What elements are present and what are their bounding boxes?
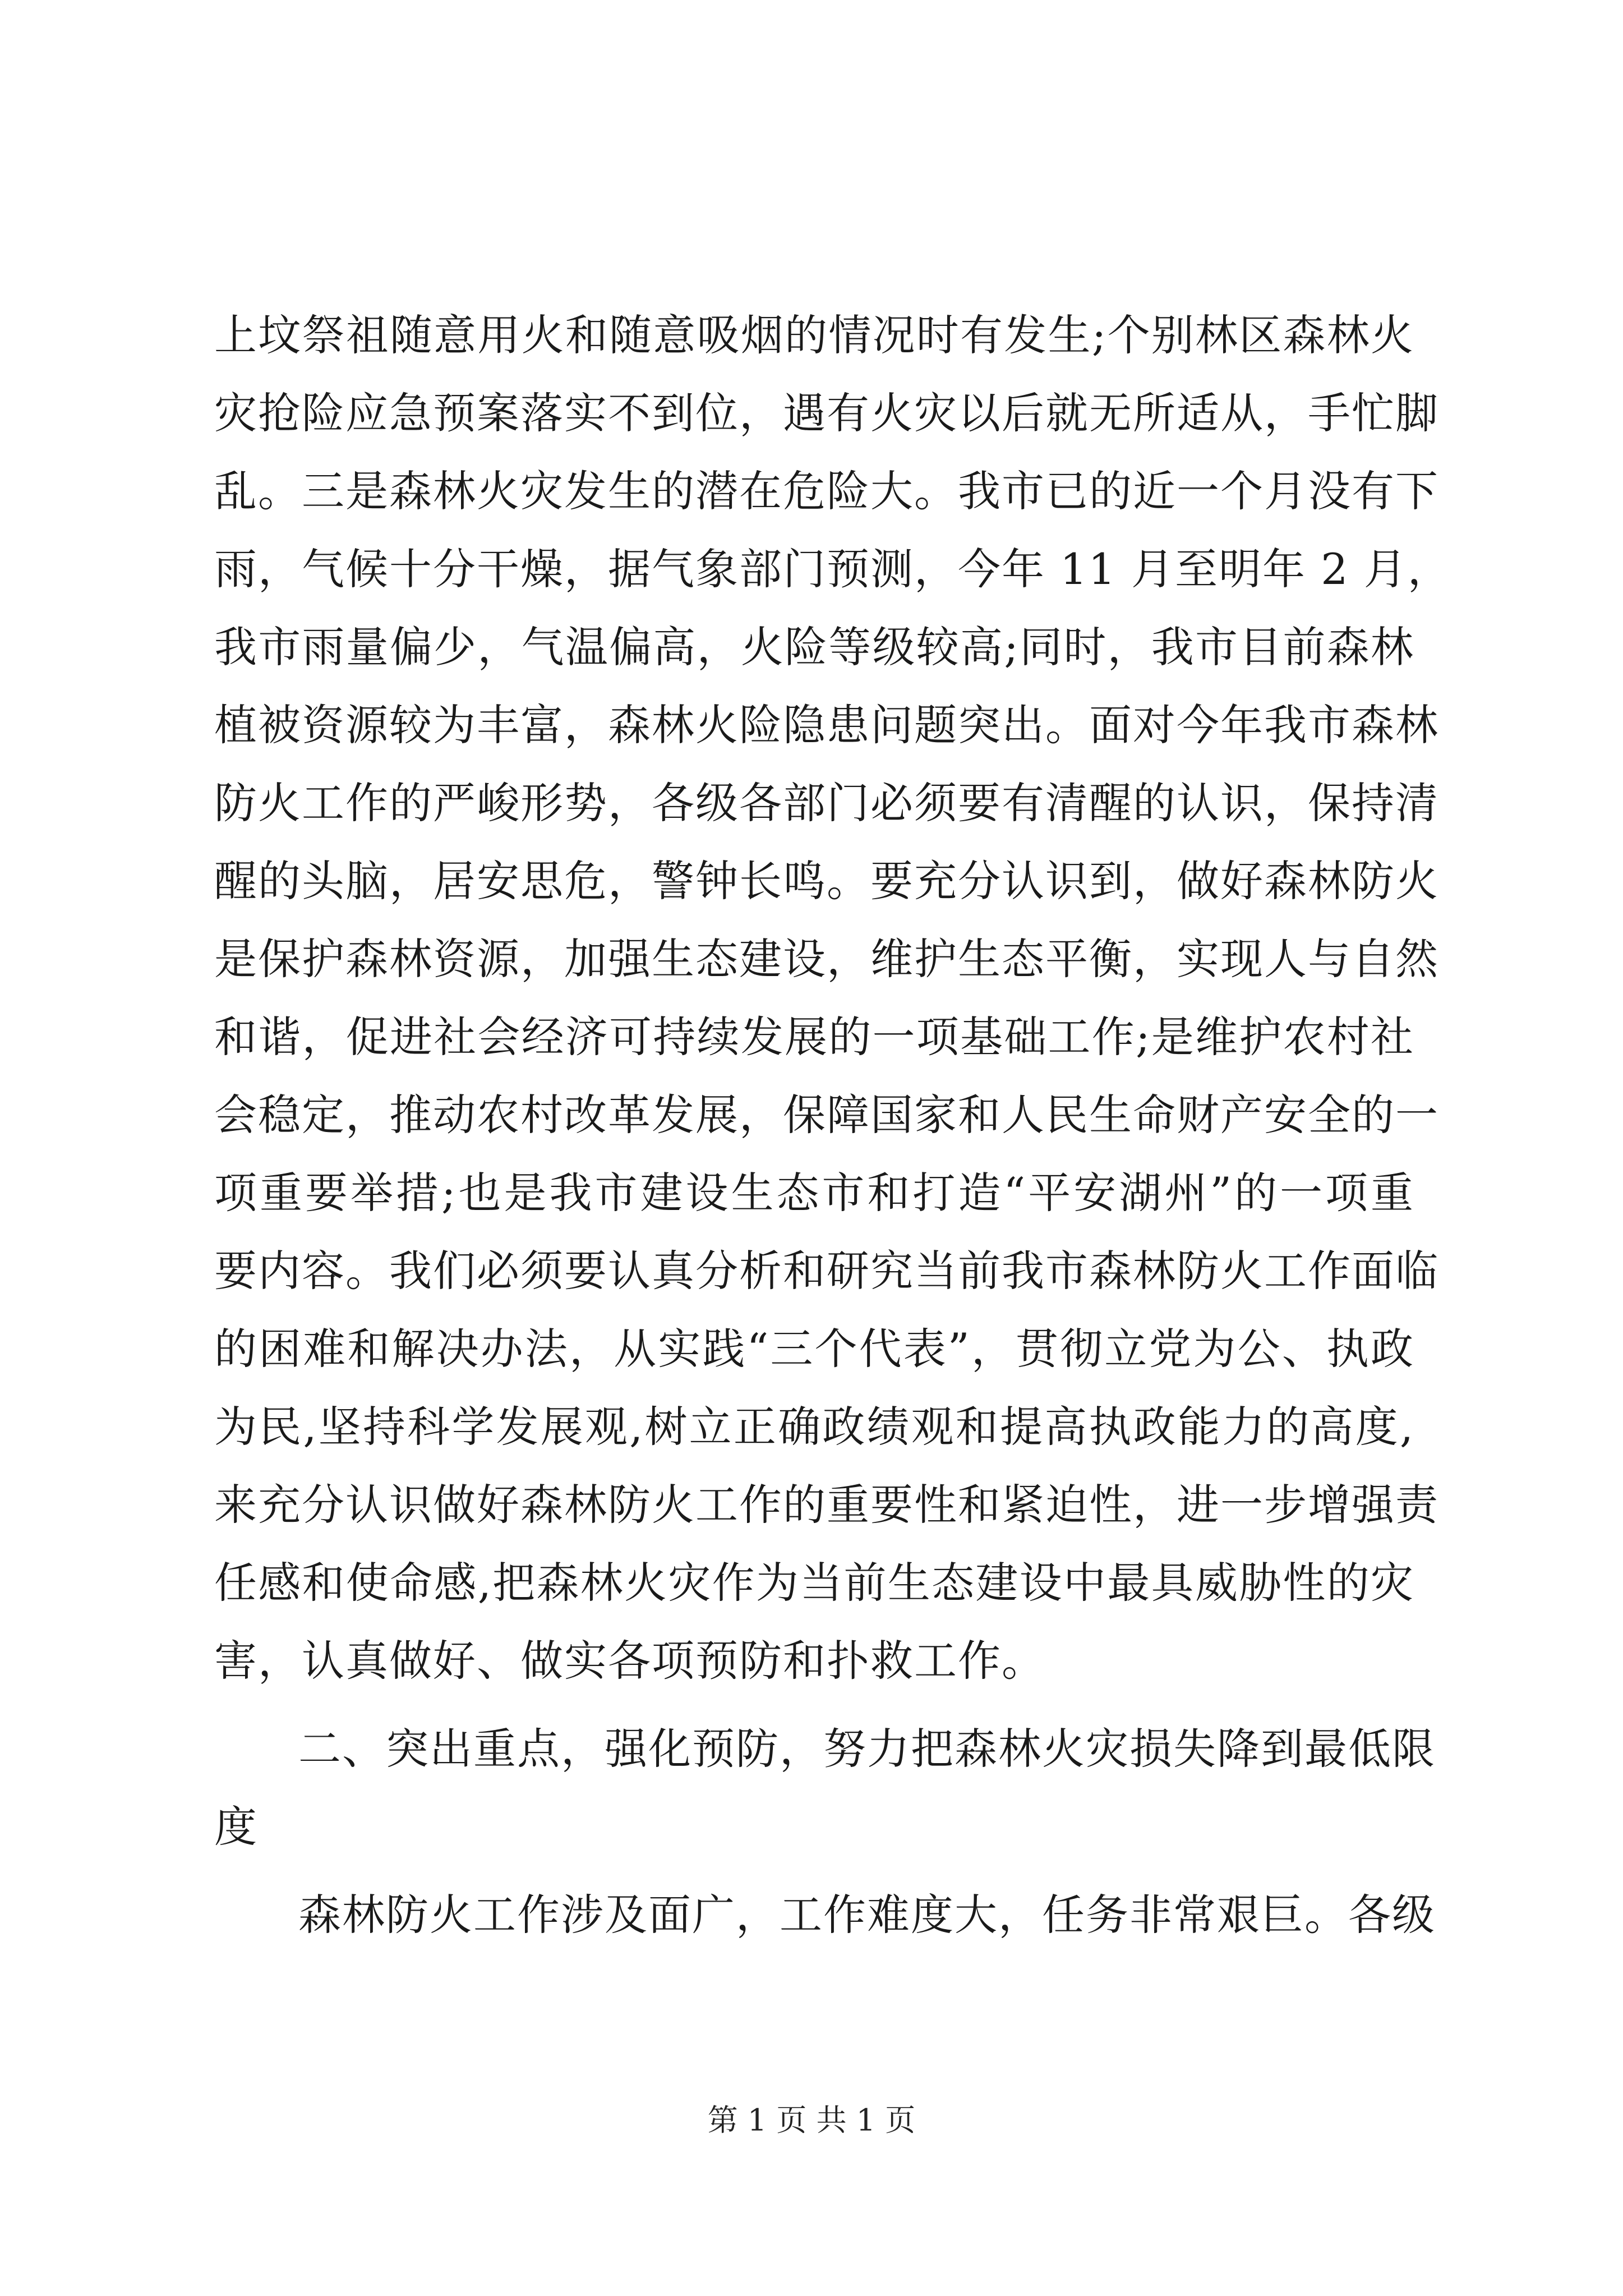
body-text-line: 醒的头脑，居安思危，警钟长鸣。要充分认识到，做好森林防火 (214, 856, 1439, 906)
body-text-line: 植被资源较为丰富，森林火险隐患问题突出。面对今年我市森林 (214, 700, 1439, 750)
body-text-line: 灾抢险应急预案落实不到位，遇有火灾以后就无所适从，手忙脚 (214, 388, 1439, 438)
body-text-line: 要内容。我们必须要认真分析和研究当前我市森林防火工作面临 (214, 1246, 1439, 1296)
page-footer: 第 1 页 共 1 页 (707, 2102, 916, 2138)
body-text-line: 的困难和解决办法，从实践“三个代表”，贯彻立党为公、执政 (214, 1324, 1414, 1374)
body-text-line: 我市雨量偏少，气温偏高，火险等级较高;同时，我市目前森林 (214, 622, 1414, 672)
body-text-line: 为民,坚持科学发展观,树立正确政绩观和提高执政能力的高度, (214, 1402, 1414, 1452)
body-text-line: 任感和使命感,把森林火灾作为当前生态建设中最具威胁性的灾 (214, 1558, 1414, 1608)
body-text-line: 乱。三是森林火灾发生的潜在危险大。我市已的近一个月没有下 (214, 466, 1439, 516)
body-text-line: 害，认真做好、做实各项预防和扑救工作。 (214, 1636, 1045, 1686)
body-text-line: 森林防火工作涉及面广，工作难度大，任务非常艰巨。各级 (298, 1890, 1436, 1940)
body-text-line: 会稳定，推动农村改革发展，保障国家和人民生命财产安全的一 (214, 1090, 1439, 1140)
body-text-line: 项重要举措;也是我市建设生态市和打造“平安湖州”的一项重 (214, 1168, 1414, 1218)
body-text-line: 和谐，促进社会经济可持续发展的一项基础工作;是维护农村社 (214, 1012, 1414, 1062)
body-text-line: 上坟祭祖随意用火和随意吸烟的情况时有发生;个别林区森林火 (214, 310, 1414, 360)
section-heading-line: 二、突出重点，强化预防，努力把森林火灾损失降到最低限 (298, 1724, 1436, 1774)
body-text-line: 防火工作的严峻形势，各级各部门必须要有清醒的认识，保持清 (214, 778, 1439, 828)
body-text-line: 是保护森林资源，加强生态建设，维护生态平衡，实现人与自然 (214, 934, 1439, 984)
section-heading-line: 度 (214, 1802, 258, 1852)
body-text-line: 雨，气候十分干燥，据气象部门预测，今年 11 月至明年 2 月， (214, 544, 1451, 594)
body-text-line: 来充分认识做好森林防火工作的重要性和紧迫性，进一步增强责 (214, 1480, 1439, 1530)
